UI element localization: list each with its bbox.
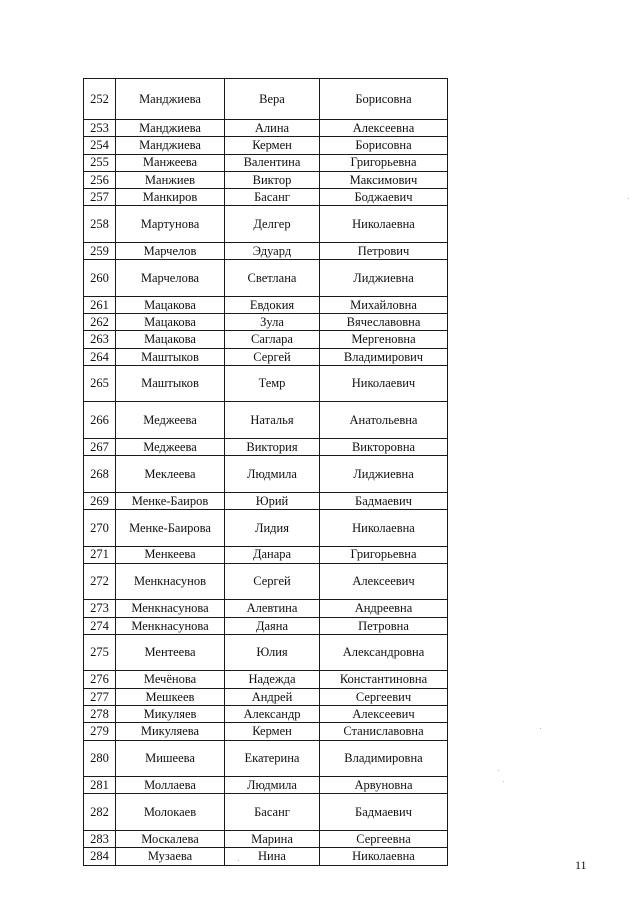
given-name-cell: Александр: [225, 706, 320, 723]
patronymic-cell: Алексеевна: [320, 120, 448, 137]
given-name-cell: Виктор: [225, 171, 320, 188]
row-number-cell: 279: [84, 723, 116, 740]
row-number-cell: 273: [84, 600, 116, 617]
patronymic-cell: Сергеевич: [320, 688, 448, 705]
row-number-cell: 278: [84, 706, 116, 723]
scan-speck: [503, 781, 504, 782]
patronymic-cell: Бадмаевич: [320, 794, 448, 831]
given-name-cell: Кермен: [225, 137, 320, 154]
table-row: [84, 137, 448, 154]
surname-cell: Менкеева: [116, 546, 225, 563]
patronymic-cell: Алексеевич: [320, 706, 448, 723]
surname-cell: Мартунова: [116, 206, 225, 243]
patronymic-cell: Петровна: [320, 617, 448, 634]
table-row: [84, 242, 448, 259]
surname-cell: Микуляева: [116, 723, 225, 740]
row-number-cell: 263: [84, 331, 116, 348]
scan-speck: [498, 770, 499, 771]
table-row: [84, 206, 448, 243]
patronymic-cell: Мергеновна: [320, 331, 448, 348]
row-number-cell: 261: [84, 296, 116, 313]
patronymic-cell: Боджаевич: [320, 189, 448, 206]
scan-speck: [238, 860, 239, 861]
given-name-cell: Басанг: [225, 189, 320, 206]
table-row: [84, 740, 448, 777]
given-name-cell: Марина: [225, 830, 320, 847]
given-name-cell: Екатерина: [225, 740, 320, 777]
surname-cell: Мацакова: [116, 296, 225, 313]
patronymic-cell: Арвуновна: [320, 777, 448, 794]
table-row: [84, 688, 448, 705]
patronymic-cell: Андреевна: [320, 600, 448, 617]
patronymic-cell: Лиджиевна: [320, 456, 448, 493]
row-number-cell: 264: [84, 348, 116, 365]
patronymic-cell: Борисовна: [320, 79, 448, 120]
row-number-cell: 275: [84, 634, 116, 671]
surname-cell: Менкнасунова: [116, 617, 225, 634]
patronymic-cell: Максимович: [320, 171, 448, 188]
table-row: [84, 402, 448, 439]
surname-cell: Манкиров: [116, 189, 225, 206]
table-row: [84, 314, 448, 331]
patronymic-cell: Борисовна: [320, 137, 448, 154]
surname-cell: Манджиева: [116, 137, 225, 154]
table-row: [84, 492, 448, 509]
given-name-cell: Андрей: [225, 688, 320, 705]
table-row: [84, 546, 448, 563]
surname-cell: Моллаева: [116, 777, 225, 794]
given-name-cell: Юрий: [225, 492, 320, 509]
patronymic-cell: Анатольевна: [320, 402, 448, 439]
row-number-cell: 266: [84, 402, 116, 439]
given-name-cell: Светлана: [225, 260, 320, 297]
roster-table-body: [84, 79, 448, 866]
given-name-cell: Надежда: [225, 671, 320, 688]
patronymic-cell: Константиновна: [320, 671, 448, 688]
table-row: [84, 438, 448, 455]
surname-cell: Мишеева: [116, 740, 225, 777]
table-row: [84, 617, 448, 634]
table-row: [84, 456, 448, 493]
row-number-cell: 260: [84, 260, 116, 297]
patronymic-cell: Николаевна: [320, 510, 448, 547]
table-row: [84, 296, 448, 313]
surname-cell: Микуляев: [116, 706, 225, 723]
given-name-cell: Саглара: [225, 331, 320, 348]
patronymic-cell: Николаевна: [320, 206, 448, 243]
row-number-cell: 268: [84, 456, 116, 493]
surname-cell: Мацакова: [116, 314, 225, 331]
surname-cell: Молокаев: [116, 794, 225, 831]
patronymic-cell: Владимирович: [320, 348, 448, 365]
row-number-cell: 283: [84, 830, 116, 847]
scan-speck: [628, 198, 629, 199]
table-row: [84, 365, 448, 402]
given-name-cell: Алина: [225, 120, 320, 137]
patronymic-cell: Лиджиевна: [320, 260, 448, 297]
given-name-cell: Наталья: [225, 402, 320, 439]
surname-cell: Мацакова: [116, 331, 225, 348]
table-row: [84, 706, 448, 723]
table-row: [84, 794, 448, 831]
patronymic-cell: Викторовна: [320, 438, 448, 455]
surname-cell: Маштыков: [116, 348, 225, 365]
surname-cell: Музаева: [116, 848, 225, 865]
row-number-cell: 280: [84, 740, 116, 777]
surname-cell: Манджиева: [116, 120, 225, 137]
given-name-cell: Кермен: [225, 723, 320, 740]
table-row: [84, 848, 448, 865]
patronymic-cell: Бадмаевич: [320, 492, 448, 509]
patronymic-cell: Александровна: [320, 634, 448, 671]
table-row: [84, 154, 448, 171]
given-name-cell: Делгер: [225, 206, 320, 243]
given-name-cell: Даяна: [225, 617, 320, 634]
row-number-cell: 281: [84, 777, 116, 794]
patronymic-cell: Григорьевна: [320, 154, 448, 171]
table-row: [84, 634, 448, 671]
surname-cell: Марчелова: [116, 260, 225, 297]
row-number-cell: 256: [84, 171, 116, 188]
patronymic-cell: Владимировна: [320, 740, 448, 777]
row-number-cell: 254: [84, 137, 116, 154]
given-name-cell: Эдуард: [225, 242, 320, 259]
given-name-cell: Сергей: [225, 563, 320, 600]
surname-cell: Меджеева: [116, 438, 225, 455]
given-name-cell: Нина: [225, 848, 320, 865]
patronymic-cell: Сергеевна: [320, 830, 448, 847]
row-number-cell: 259: [84, 242, 116, 259]
patronymic-cell: Петрович: [320, 242, 448, 259]
table-row: [84, 171, 448, 188]
table-row: [84, 79, 448, 120]
surname-cell: Марчелов: [116, 242, 225, 259]
given-name-cell: Юлия: [225, 634, 320, 671]
surname-cell: Маштыков: [116, 365, 225, 402]
row-number-cell: 271: [84, 546, 116, 563]
row-number-cell: 258: [84, 206, 116, 243]
table-row: [84, 260, 448, 297]
row-number-cell: 270: [84, 510, 116, 547]
given-name-cell: Евдокия: [225, 296, 320, 313]
row-number-cell: 257: [84, 189, 116, 206]
row-number-cell: 252: [84, 79, 116, 120]
page-number: 11: [575, 858, 587, 872]
given-name-cell: Басанг: [225, 794, 320, 831]
patronymic-cell: Вячеславовна: [320, 314, 448, 331]
given-name-cell: Темр: [225, 365, 320, 402]
table-row: [84, 671, 448, 688]
patronymic-cell: Николаевич: [320, 365, 448, 402]
given-name-cell: Алевтина: [225, 600, 320, 617]
given-name-cell: Лидия: [225, 510, 320, 547]
table-row: [84, 723, 448, 740]
row-number-cell: 276: [84, 671, 116, 688]
surname-cell: Мечёнова: [116, 671, 225, 688]
row-number-cell: 277: [84, 688, 116, 705]
patronymic-cell: Станиславовна: [320, 723, 448, 740]
table-row: [84, 348, 448, 365]
surname-cell: Менкнасунова: [116, 600, 225, 617]
row-number-cell: 284: [84, 848, 116, 865]
given-name-cell: Валентина: [225, 154, 320, 171]
surname-cell: Москалева: [116, 830, 225, 847]
table-row: [84, 120, 448, 137]
table-row: [84, 510, 448, 547]
row-number-cell: 274: [84, 617, 116, 634]
table-row: [84, 600, 448, 617]
row-number-cell: 269: [84, 492, 116, 509]
surname-cell: Манжиев: [116, 171, 225, 188]
surname-cell: Манжеева: [116, 154, 225, 171]
given-name-cell: Виктория: [225, 438, 320, 455]
patronymic-cell: Алексеевич: [320, 563, 448, 600]
table-row: [84, 830, 448, 847]
row-number-cell: 265: [84, 365, 116, 402]
patronymic-cell: Михайловна: [320, 296, 448, 313]
patronymic-cell: Григорьевна: [320, 546, 448, 563]
surname-cell: Менке-Баирова: [116, 510, 225, 547]
surname-cell: Меклеева: [116, 456, 225, 493]
table-row: [84, 189, 448, 206]
given-name-cell: Людмила: [225, 456, 320, 493]
surname-cell: Манджиева: [116, 79, 225, 120]
given-name-cell: Зула: [225, 314, 320, 331]
given-name-cell: Данара: [225, 546, 320, 563]
surname-cell: Менкнасунов: [116, 563, 225, 600]
table-row: [84, 331, 448, 348]
table-row: [84, 777, 448, 794]
given-name-cell: Людмила: [225, 777, 320, 794]
scan-speck: [540, 728, 541, 729]
patronymic-cell: Николаевна: [320, 848, 448, 865]
given-name-cell: Сергей: [225, 348, 320, 365]
row-number-cell: 272: [84, 563, 116, 600]
surname-cell: Мешкеев: [116, 688, 225, 705]
surname-cell: Ментеева: [116, 634, 225, 671]
roster-table: [83, 78, 448, 866]
table-row: [84, 563, 448, 600]
row-number-cell: 255: [84, 154, 116, 171]
row-number-cell: 253: [84, 120, 116, 137]
surname-cell: Меджеева: [116, 402, 225, 439]
row-number-cell: 282: [84, 794, 116, 831]
surname-cell: Менке-Баиров: [116, 492, 225, 509]
row-number-cell: 267: [84, 438, 116, 455]
given-name-cell: Вера: [225, 79, 320, 120]
row-number-cell: 262: [84, 314, 116, 331]
